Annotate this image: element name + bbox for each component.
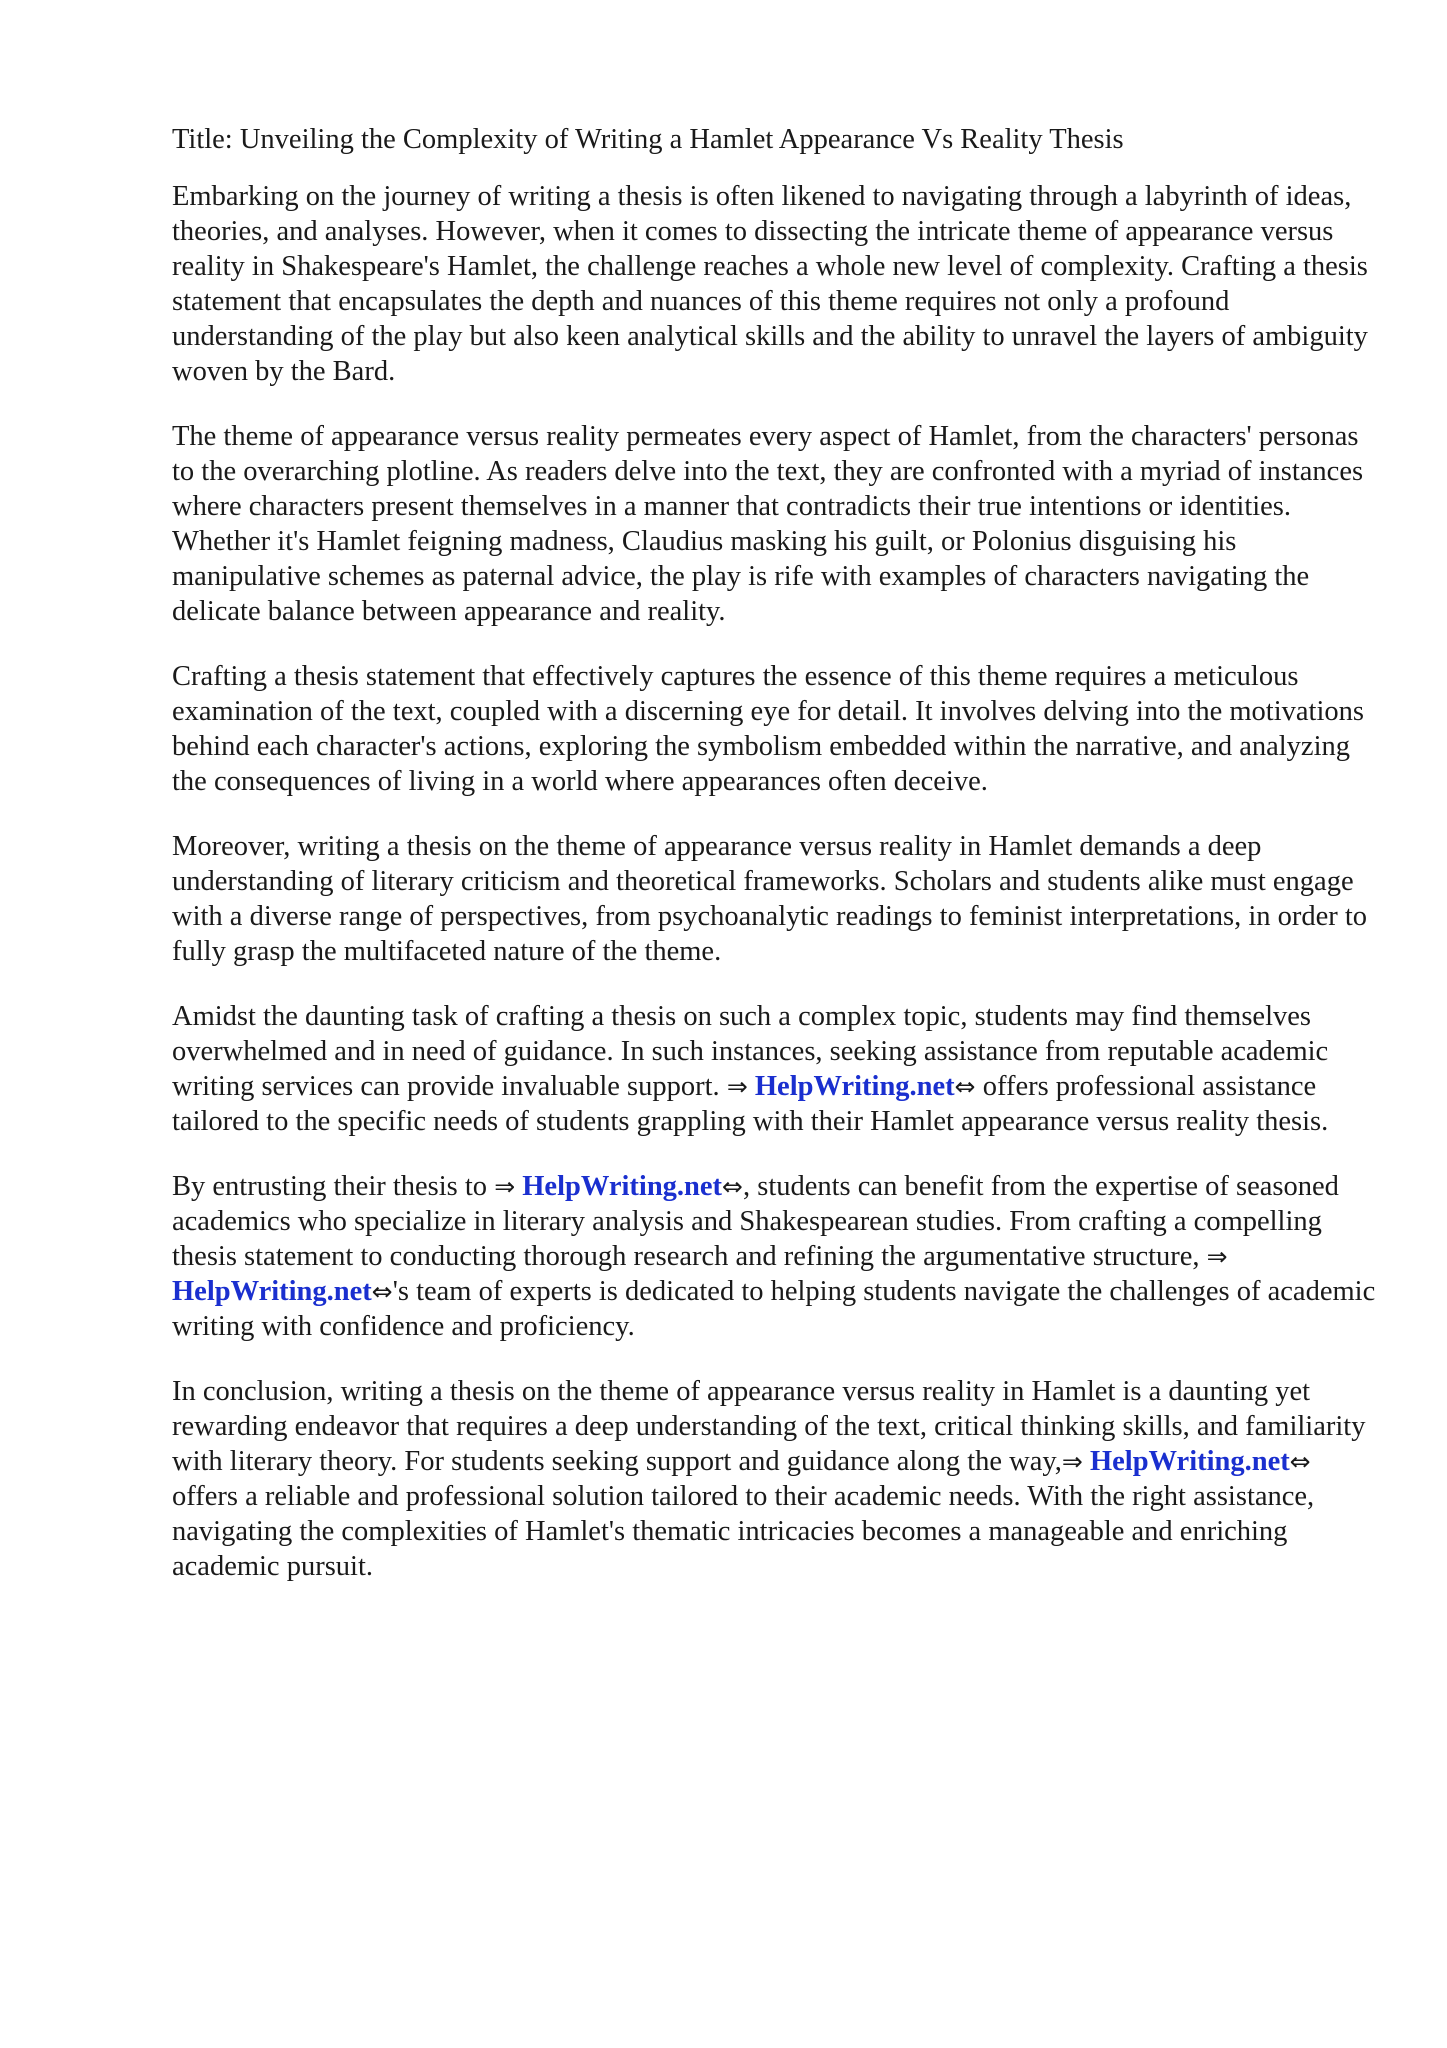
paragraph-6-text-part2: , students can benefit from the expertise of seasoned academics who specialize in literary analysis and Shakespearean studies. From crafting a compelling thesis statement to conducting thorough research and refining the argumentative structure, [172, 1171, 1339, 1272]
helpwriting-link[interactable]: HelpWriting.net [522, 1171, 723, 1202]
helpwriting-link[interactable]: HelpWriting.net [1089, 1446, 1290, 1477]
paragraph-7-text-before: In conclusion, writing a thesis on the theme of appearance versus reality in Hamlet is a daunting yet rewarding endeavor that requires a deep understanding of the text, critical thinking skills, and familiarity with literary theory. For students seeking support and guidance along the way, [172, 1376, 1366, 1477]
paragraph-6-text-part1: By entrusting their thesis to [172, 1171, 495, 1202]
document-title: Title: Unveiling the Complexity of Writing a Hamlet Appearance Vs Reality Thesis [172, 124, 1124, 155]
right-double-arrow-icon: ⇒ [494, 1172, 516, 1201]
paragraph-1: Embarking on the journey of writing a thesis is often likened to navigating through a labyrinth of ideas, theories, and analyses. However, when it comes to dissecting the intricate theme of appearance versus reality in Shakespeare's Hamlet, the challenge reaches a whole new level of complexity. Crafting a thesis statement that encapsulates the depth and nuances of this theme requires not only a profound understanding of the play but also keen analytical skills and the ability to unravel the layers of ambiguity woven by the Bard. [172, 181, 1368, 387]
paragraph-5 [172, 999, 1382, 1139]
paragraph-7 [172, 1374, 1382, 1584]
left-right-double-arrow-icon: ⇔ [722, 1172, 743, 1201]
helpwriting-link[interactable]: HelpWriting.net [172, 1276, 372, 1307]
paragraph-3: Crafting a thesis statement that effectively captures the essence of this theme requires a meticulous examination of the text, coupled with a discerning eye for detail. It involves delving into the motivations behind each character's actions, exploring the symbolism embedded within the narrative, and analyzing the consequences of living in a world where appearances often deceive. [172, 661, 1364, 797]
paragraph-4: Moreover, writing a thesis on the theme of appearance versus reality in Hamlet demands a deep understanding of literary criticism and theoretical frameworks. Scholars and students alike must engage with a diverse range of perspectives, from psychoanalytic readings to feminist interpretations, in order to fully grasp the multifaceted nature of the theme. [172, 831, 1368, 967]
left-right-double-arrow-icon: ⇔ [371, 1277, 393, 1306]
left-right-double-arrow-icon: ⇔ [954, 1072, 976, 1101]
paragraph-2: The theme of appearance versus reality permeates every aspect of Hamlet, from the characters' personas to the overarching plotline. As readers delve into the text, they are confronted with a myriad of instances where characters present themselves in a manner that contradicts their true intentions or identities. Whether it's Hamlet feigning madness, Claudius masking his guilt, or Polonius disguising his manipulative schemes as paternal advice, the play is rife with examples of characters navigating the delicate balance between appearance and reality. [172, 421, 1364, 627]
paragraph-6-text-part3: 's team of experts is dedicated to helping students navigate the challenges of academic writing with confidence and proficiency. [172, 1276, 1376, 1342]
right-double-arrow-icon: ⇒ [1061, 1447, 1083, 1476]
paragraph-5-text-before: Amidst the daunting task of crafting a thesis on such a complex topic, students may find themselves overwhelmed and in need of guidance. In such instances, seeking assistance from reputable academic writing services can provide invaluable support. [172, 1001, 1329, 1102]
paragraph-6 [172, 1169, 1382, 1344]
helpwriting-link[interactable]: HelpWriting.net [754, 1071, 955, 1102]
right-double-arrow-icon: ⇒ [726, 1072, 748, 1101]
document-page [172, 122, 1382, 1614]
left-right-double-arrow-icon: ⇔ [1289, 1447, 1311, 1476]
paragraph-7-text-after: offers a reliable and professional solution tailored to their academic needs. With the right assistance, navigating the complexities of Hamlet's thematic intricacies becomes a manageable and enriching academic pursuit. [172, 1481, 1315, 1582]
paragraph-5-text-after: offers professional assistance tailored to the specific needs of students grappling with their Hamlet appearance versus reality thesis. [172, 1071, 1329, 1137]
right-double-arrow-icon: ⇒ [1206, 1242, 1228, 1271]
